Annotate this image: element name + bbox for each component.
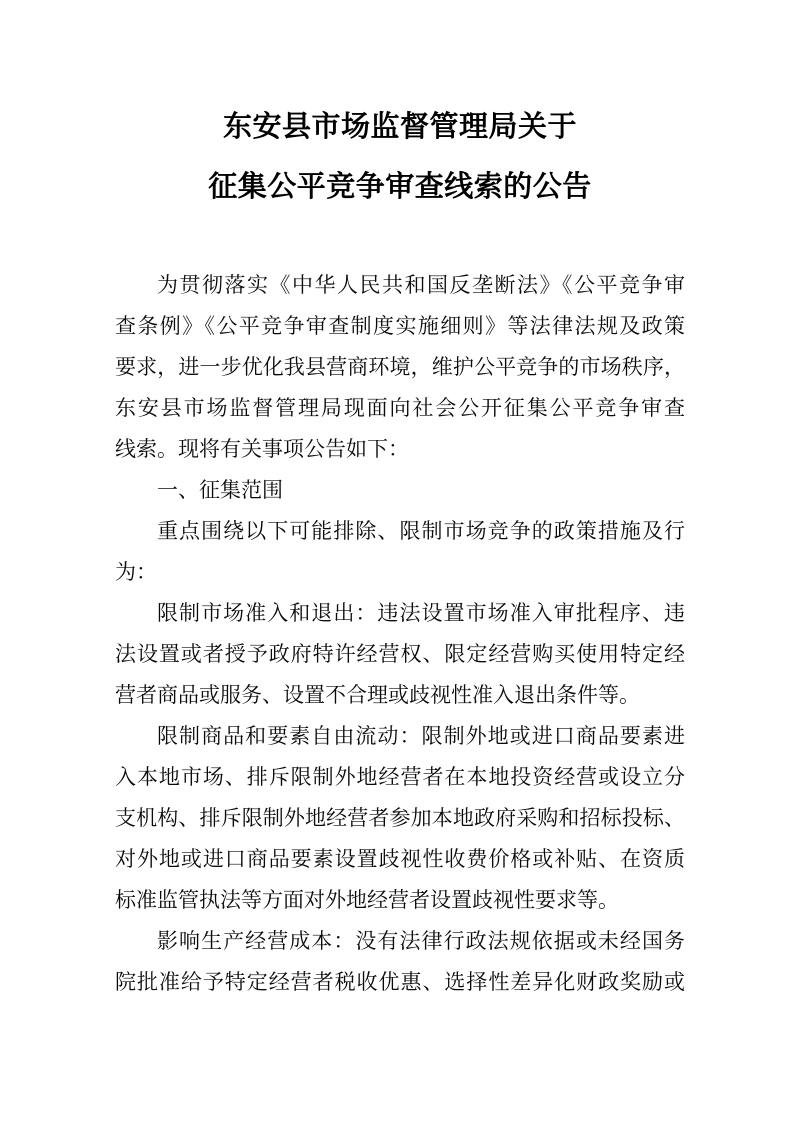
body-line: 院批准给予特定经营者税收优惠、选择性差异化财政奖励或 [115, 970, 685, 994]
body-line: 要求，进一步优化我县营商环境，维护公平竞争的市场秩序， [115, 355, 685, 379]
body-line: 重点围绕以下可能排除、限制市场竞争的政策措施及行 [157, 519, 685, 543]
title-line-2: 征集公平竞争审查线索的公告 [208, 171, 592, 203]
body-line: 影响生产经营成本：没有法律行政法规依据或未经国务 [157, 929, 685, 953]
body-line: 限制商品和要素自由流动：限制外地或进口商品要素进 [157, 724, 685, 748]
section-heading: 一、征集范围 [157, 478, 283, 502]
document-body [115, 265, 685, 1003]
body-line: 对外地或进口商品要素设置歧视性收费价格或补贴、在资质 [115, 847, 685, 871]
body-line: 为： [115, 560, 157, 584]
body-line: 为贯彻落实《中华人民共和国反垄断法》《公平竞争审 [157, 273, 685, 297]
document-title [115, 97, 685, 217]
body-line: 入本地市场、排斥限制外地经营者在本地投资经营或设立分 [115, 765, 685, 789]
body-line: 支机构、排斥限制外地经营者参加本地政府采购和招标投标、 [115, 806, 685, 830]
body-line: 线索。现将有关事项公告如下： [115, 437, 409, 461]
body-line: 限制市场准入和退出：违法设置市场准入审批程序、违 [157, 601, 685, 625]
body-line: 查条例》《公平竞争审查制度实施细则》等法律法规及政策 [115, 314, 685, 338]
body-line: 东安县市场监督管理局现面向社会公开征集公平竞争审查 [115, 396, 685, 420]
body-line: 标准监管执法等方面对外地经营者设置歧视性要求等。 [115, 888, 619, 912]
body-line: 法设置或者授予政府特许经营权、限定经营购买使用特定经 [115, 642, 685, 666]
body-line: 营者商品或服务、设置不合理或歧视性准入退出条件等。 [115, 683, 640, 707]
title-line-1: 东安县市场监督管理局关于 [222, 111, 577, 143]
